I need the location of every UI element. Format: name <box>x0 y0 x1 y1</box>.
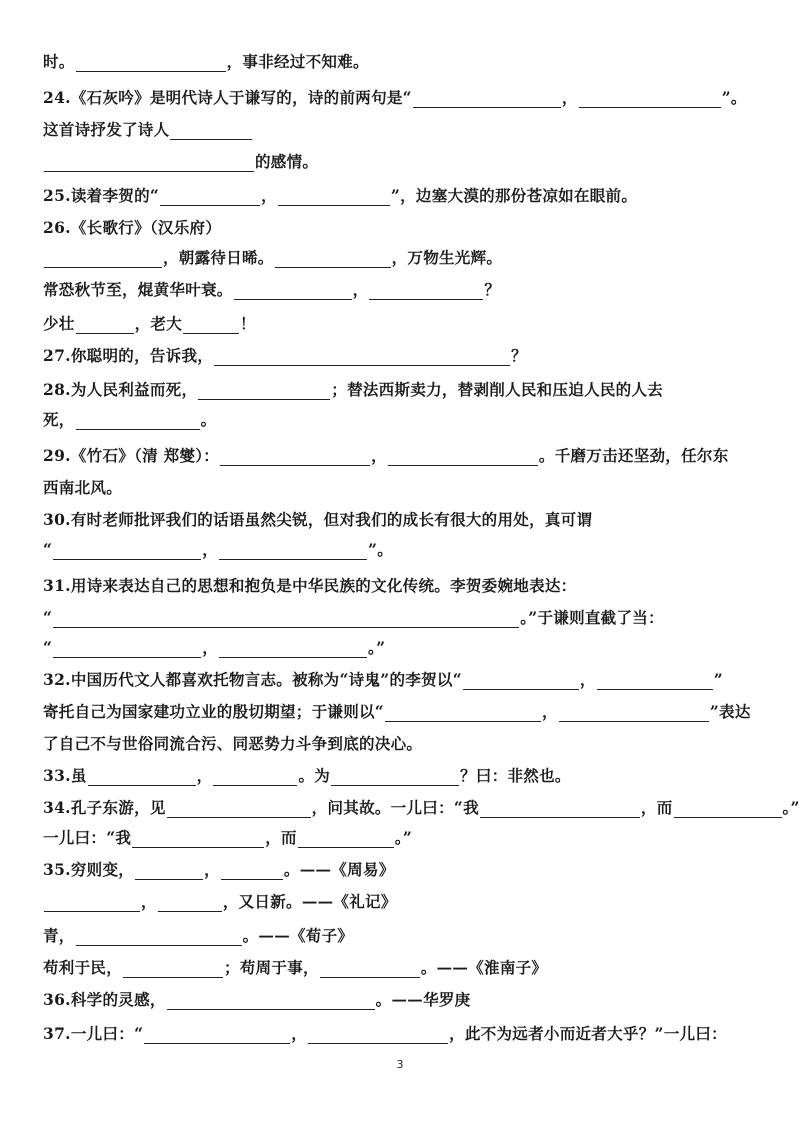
answer-blank[interactable] <box>388 450 538 466</box>
text-segment: ，万物生光辉。 <box>391 248 503 267</box>
answer-blank[interactable] <box>88 770 196 786</box>
answer-blank[interactable] <box>76 318 134 334</box>
answer-blank[interactable] <box>132 832 264 848</box>
text-segment: 了自己不与世俗同流合污、同恶势力斗争到底的决心。 <box>43 734 423 753</box>
text-segment: ， <box>352 280 369 299</box>
text-line <box>0 892 800 912</box>
text-segment: 。千磨万击还坚劲，任尔东 <box>538 446 729 465</box>
answer-blank[interactable] <box>53 612 519 628</box>
text-segment: 时。 <box>43 52 75 71</box>
text-segment: 。——《淮南子》 <box>420 958 548 977</box>
answer-blank[interactable] <box>183 318 239 334</box>
text-line <box>0 346 800 366</box>
text-segment: 常恐秋节至，焜黄华叶衰。 <box>43 280 233 299</box>
text-segment: ，事非经过不知难。 <box>226 52 369 71</box>
text-line <box>0 120 800 140</box>
text-segment: ， <box>202 638 219 657</box>
answer-blank[interactable] <box>144 1028 290 1044</box>
text-segment: “ <box>43 540 53 559</box>
text-segment: “ <box>43 608 53 627</box>
answer-blank[interactable] <box>674 802 782 818</box>
text-segment: ？ <box>511 346 527 365</box>
answer-blank[interactable] <box>413 92 561 108</box>
page-number: 3 <box>396 1058 404 1071</box>
text-segment: 31.用诗来表达自己的思想和抱负是中华民族的文化传统。李贺委婉地表达： <box>43 576 577 595</box>
text-segment: 西南北风。 <box>43 478 123 497</box>
text-segment: ， <box>291 1024 308 1043</box>
text-segment: 33.虽 <box>43 766 87 785</box>
answer-blank[interactable] <box>160 190 260 206</box>
answer-blank[interactable] <box>44 252 162 268</box>
text-line <box>0 88 800 108</box>
text-segment: “ <box>43 638 53 657</box>
text-segment: ，又日新。——《礼记》 <box>222 892 397 911</box>
text-segment: 30.有时老师批评我们的话语虽然尖锐，但对我们的成长有很大的用处，真可谓 <box>43 510 593 529</box>
answer-blank[interactable] <box>308 1028 448 1044</box>
text-segment: 28.为人民利益而死， <box>43 380 198 399</box>
answer-blank[interactable] <box>480 802 640 818</box>
text-segment: ， <box>202 540 219 559</box>
text-segment: 。” <box>368 638 386 657</box>
answer-blank[interactable] <box>76 414 200 430</box>
text-line <box>0 152 800 172</box>
text-segment: 25.读着李贺的“ <box>43 186 160 205</box>
text-segment: ， <box>196 766 213 785</box>
text-segment: 这首诗抒发了诗人 <box>43 120 170 139</box>
text-segment: 24.《石灰吟》是明代诗人于谦写的，诗的前两句是“ <box>43 88 412 107</box>
text-segment: 35.穷则变， <box>43 860 135 879</box>
text-segment: ；替法西斯卖力，替剥削人民和压迫人民的人去 <box>331 380 664 399</box>
text-segment: ， <box>141 892 157 911</box>
text-segment: 29.《竹石》（清 郑燮）： <box>43 446 220 465</box>
answer-blank[interactable] <box>53 544 201 560</box>
text-segment: 。” <box>394 828 413 847</box>
text-segment: ”。 <box>368 540 394 559</box>
text-segment: ， <box>561 88 578 107</box>
text-segment: 。——《周易》 <box>283 860 395 879</box>
text-line <box>0 926 800 946</box>
text-segment: ， <box>579 670 596 689</box>
text-line <box>0 734 800 754</box>
text-segment: ？ <box>484 280 501 299</box>
text-line <box>0 314 800 334</box>
text-segment: ”表达 <box>709 702 751 721</box>
text-line <box>0 478 800 498</box>
text-line <box>0 280 800 300</box>
text-line <box>0 52 800 72</box>
text-segment: ”。 <box>721 88 747 107</box>
text-segment: ！ <box>240 314 256 333</box>
text-segment: 少壮 <box>43 314 75 333</box>
answer-blank[interactable] <box>76 56 226 72</box>
answer-blank[interactable] <box>44 156 254 172</box>
text-line <box>0 540 800 560</box>
text-segment: ，老大 <box>134 314 183 333</box>
text-segment: 寄托自己为国家建功立业的殷切期望；于谦则以“ <box>43 702 385 721</box>
text-segment: ，朝露待日晞。 <box>163 248 274 267</box>
answer-blank[interactable] <box>53 642 201 658</box>
text-segment: 37.一儿曰：“ <box>43 1024 144 1043</box>
text-line <box>0 1024 800 1044</box>
text-line <box>0 380 800 400</box>
answer-blank[interactable] <box>331 770 459 786</box>
text-segment: ”，边塞大漠的那份苍凉如在眼前。 <box>390 186 638 205</box>
text-line <box>0 608 800 628</box>
answer-blank[interactable] <box>298 832 394 848</box>
text-line <box>0 766 800 786</box>
text-line <box>0 410 800 430</box>
answer-blank[interactable] <box>275 252 391 268</box>
answer-blank[interactable] <box>234 284 352 300</box>
text-line <box>0 798 800 818</box>
text-segment: ，而 <box>640 798 673 817</box>
text-line <box>0 702 800 722</box>
text-segment: 26.《长歌行》（汉乐府） <box>43 218 222 237</box>
answer-blank[interactable] <box>198 384 330 400</box>
text-segment: 。——《荀子》 <box>242 926 354 945</box>
text-segment: 。为 <box>298 766 331 785</box>
answer-blank[interactable] <box>219 642 367 658</box>
answer-blank[interactable] <box>559 706 709 722</box>
answer-blank[interactable] <box>220 450 370 466</box>
text-line <box>0 958 800 978</box>
text-segment: ，而 <box>265 828 297 847</box>
text-segment: ， <box>371 446 387 465</box>
text-line <box>0 510 800 530</box>
text-segment: ” <box>713 670 723 689</box>
text-segment: 的感情。 <box>255 152 319 171</box>
text-segment: ， <box>261 186 277 205</box>
text-line <box>0 576 800 596</box>
answer-blank[interactable] <box>170 124 252 140</box>
answer-blank[interactable] <box>463 674 579 690</box>
text-segment: 36.科学的灵感， <box>43 990 166 1009</box>
answer-blank[interactable] <box>123 962 223 978</box>
text-segment: ， <box>542 702 558 721</box>
answer-blank[interactable] <box>213 770 297 786</box>
text-segment: 青， <box>43 926 75 945</box>
text-segment: ，问其故。一儿曰：“我 <box>311 798 479 817</box>
text-line <box>0 248 800 268</box>
answer-blank[interactable] <box>135 864 203 880</box>
text-segment: 。——华罗庚 <box>375 990 471 1009</box>
text-line <box>0 990 800 1010</box>
text-segment: 32.中国历代文人都喜欢托物言志。被称为“诗鬼”的李贺以“ <box>43 670 462 689</box>
text-segment: 死， <box>43 410 75 429</box>
text-segment: 27.你聪明的，告诉我， <box>43 346 214 365</box>
text-line <box>0 186 800 206</box>
text-segment: ，此不为远者小而近者大乎？”一儿曰： <box>449 1024 727 1043</box>
answer-blank[interactable] <box>278 190 390 206</box>
text-line <box>0 638 800 658</box>
text-segment: 苟利于民， <box>43 958 123 977</box>
text-line <box>0 446 800 466</box>
answer-blank[interactable] <box>167 802 311 818</box>
answer-blank[interactable] <box>76 930 242 946</box>
answer-blank[interactable] <box>597 674 713 690</box>
text-segment: 。” <box>782 798 800 817</box>
text-line <box>0 860 800 880</box>
answer-blank[interactable] <box>579 92 721 108</box>
answer-blank[interactable] <box>219 544 367 560</box>
answer-blank[interactable] <box>214 350 510 366</box>
text-segment: ？曰：非然也。 <box>460 766 571 785</box>
answer-blank[interactable] <box>369 284 483 300</box>
answer-blank[interactable] <box>167 994 375 1010</box>
answer-blank[interactable] <box>158 896 222 912</box>
text-line <box>0 218 800 238</box>
text-segment: ；苟周于事， <box>224 958 319 977</box>
text-line <box>0 670 800 690</box>
answer-blank[interactable] <box>44 896 140 912</box>
text-segment: 。”于谦则直截了当： <box>520 608 664 627</box>
answer-blank[interactable] <box>320 962 420 978</box>
text-line <box>0 828 800 848</box>
text-segment: ， <box>204 860 220 879</box>
text-segment: 34.孔子东游，见 <box>43 798 166 817</box>
text-segment: 一儿曰：“我 <box>43 828 132 847</box>
text-segment: 。 <box>200 410 217 429</box>
answer-blank[interactable] <box>221 864 283 880</box>
answer-blank[interactable] <box>385 706 541 722</box>
